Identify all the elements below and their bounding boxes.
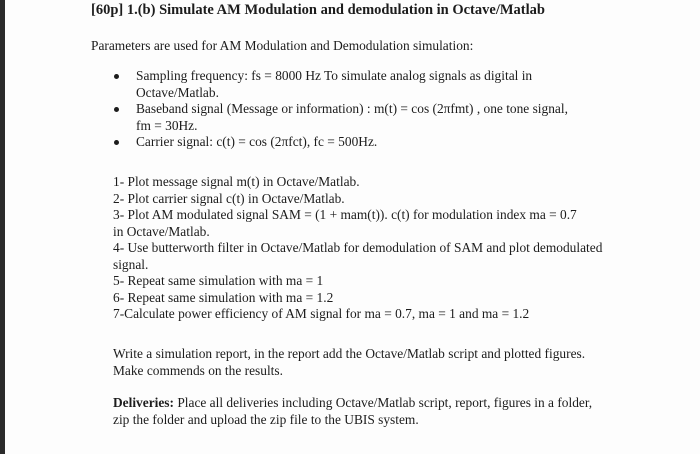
task-line: in Octave/Matlab. xyxy=(113,223,210,239)
param-sampling-line1: Sampling frequency: fs = 8000 Hz To simulate analog signals as digital in xyxy=(136,68,533,83)
task-line: 4- Use butterworth filter in Octave/Matlab for demodulation of SAM and plot demodulated xyxy=(113,240,603,255)
task-line: 5- Repeat same simulation with ma = 1 xyxy=(113,273,324,288)
task-line: 6- Repeat same simulation with ma = 1.2 xyxy=(113,289,334,305)
bullet-icon xyxy=(114,74,119,79)
deliverables xyxy=(113,395,653,428)
list-item xyxy=(114,101,654,134)
deliverables-line1 xyxy=(113,395,653,412)
parameter-list xyxy=(114,68,654,151)
deliverables-label: Deliveries: xyxy=(113,395,174,410)
task-line: 7-Calculate power efficiency of AM signal for ma = 0.7, ma = 1 and ma = 1.2 xyxy=(113,306,530,321)
bullet-icon xyxy=(114,140,119,145)
task-line: 2- Plot carrier signal c(t) in Octave/Matlab. xyxy=(113,190,345,206)
task-list xyxy=(113,174,653,323)
report-instructions xyxy=(113,346,653,379)
param-carrier-line1: Carrier signal: c(t) = cos (2πfct), fc = 500Hz. xyxy=(136,134,378,149)
task-line: signal. xyxy=(113,256,149,272)
list-item xyxy=(114,134,654,151)
task-line: 1- Plot message signal m(t) in Octave/Matlab. xyxy=(113,174,360,189)
task-line: 3- Plot AM modulated signal SAM = (1 + mam(t)). c(t) for modulation index ma = 0.7 xyxy=(113,207,577,222)
list-item xyxy=(114,68,654,101)
report-line: Write a simulation report, in the report add the Octave/Matlab script and plotted figures. xyxy=(113,346,586,361)
report-line: Make commends on the results. xyxy=(113,362,283,378)
deliverables-text: Place all deliveries including Octave/Matlab script, report, figures in a folder, xyxy=(173,395,593,410)
parameters-intro: Parameters are used for AM Modulation and Demodulation simulation: xyxy=(91,38,474,53)
left-border xyxy=(0,0,5,454)
bullet-icon xyxy=(114,107,119,112)
param-sampling-line2: Octave/Matlab. xyxy=(136,84,219,100)
deliverables-line2: zip the folder and upload the zip file to the UBIS system. xyxy=(113,411,419,427)
param-baseband-line2: fm = 30Hz. xyxy=(136,117,198,133)
page-title: [60p] 1.(b) Simulate AM Modulation and demodulation in Octave/Matlab xyxy=(91,2,545,18)
param-baseband-line1: Baseband signal (Message or information) : m(t) = cos (2πfmt) , one tone signal, xyxy=(136,101,568,116)
